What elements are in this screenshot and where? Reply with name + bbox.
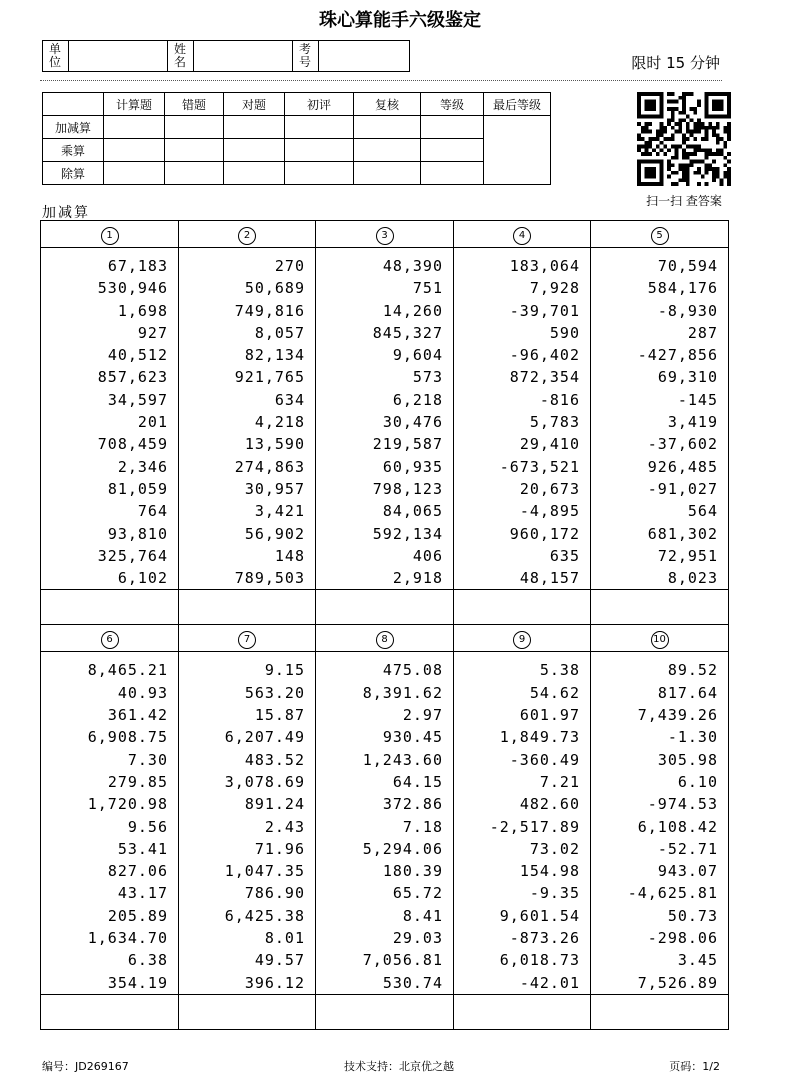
- addend: 56,902: [244, 524, 305, 543]
- addend: 1,243.60: [362, 750, 443, 769]
- problem-number: 5: [651, 227, 669, 245]
- problem-numbers-row: [41, 248, 729, 590]
- name-label: 姓 名: [168, 41, 194, 71]
- addend: -2,517.89: [489, 817, 580, 836]
- answer-cell[interactable]: [454, 590, 591, 625]
- answer-cell[interactable]: [591, 590, 729, 625]
- addend: 183,064: [509, 257, 580, 275]
- addend: 361.42: [107, 706, 168, 725]
- addend: -8,930: [657, 301, 718, 320]
- addend: 13,590: [244, 435, 305, 454]
- score-header: 等级: [421, 93, 484, 116]
- qr-caption: 扫一扫 查答案: [646, 194, 722, 208]
- addend: 7.21: [539, 772, 580, 791]
- answer-cell[interactable]: [179, 590, 316, 625]
- addend: 8,391.62: [362, 683, 443, 702]
- score-header: 复核: [354, 93, 421, 116]
- addend: 3.45: [677, 951, 718, 970]
- addend: 81,059: [107, 479, 168, 498]
- score-cell[interactable]: [354, 162, 421, 185]
- problem-number: 4: [513, 227, 531, 245]
- answer-row: [41, 590, 729, 625]
- answer-cell[interactable]: [591, 994, 729, 1029]
- document-code: 编号：JD269167: [42, 1060, 129, 1073]
- addend: -360.49: [509, 750, 580, 769]
- footer: [42, 1058, 720, 1074]
- score-row-label: 乘算: [43, 139, 104, 162]
- answer-cell[interactable]: [41, 590, 179, 625]
- problem-number: 10: [651, 631, 669, 649]
- addend: 9.56: [127, 817, 168, 836]
- addend: 7,526.89: [637, 973, 718, 992]
- addend: -1.30: [667, 728, 718, 747]
- addend: 7,928: [529, 279, 580, 298]
- score-header: 初评: [285, 93, 354, 116]
- addend: 8,023: [667, 569, 718, 588]
- time-limit: 限时 15 分钟: [631, 54, 720, 72]
- problem-header: [454, 221, 591, 248]
- addend: 5,783: [529, 413, 580, 432]
- addend: 65.72: [392, 884, 443, 903]
- addend: 274,863: [234, 457, 305, 476]
- addend: 14,260: [382, 301, 443, 320]
- addend: 5.38: [539, 661, 580, 680]
- score-header: 对题: [224, 93, 285, 116]
- addend: 287: [687, 323, 718, 342]
- score-cell[interactable]: [165, 139, 224, 162]
- addend: 5,294.06: [362, 839, 443, 858]
- problem-number: 3: [376, 227, 394, 245]
- final-level-cell[interactable]: [484, 116, 551, 185]
- addend: -673,521: [499, 457, 580, 476]
- problem-column: [591, 652, 729, 994]
- addend: 786.90: [244, 884, 305, 903]
- addend: 406: [412, 546, 443, 565]
- addend: 8,057: [254, 323, 305, 342]
- score-cell[interactable]: [224, 162, 285, 185]
- score-cell[interactable]: [165, 116, 224, 139]
- exam-no-label: 考 号: [293, 41, 319, 71]
- addend: -873.26: [509, 929, 580, 948]
- addend: 764: [137, 502, 168, 521]
- addend: 601.97: [519, 706, 580, 725]
- addend: 845,327: [372, 323, 443, 342]
- score-table: [42, 92, 551, 185]
- addend: 891.24: [244, 795, 305, 814]
- addend: 201: [137, 413, 168, 432]
- addend: 40.93: [117, 683, 168, 702]
- problem-number: 1: [101, 227, 119, 245]
- addend: 2,918: [392, 569, 443, 588]
- addend: 3,421: [254, 502, 305, 521]
- addend: 50.73: [667, 906, 718, 925]
- addend: 354.19: [107, 973, 168, 992]
- addend: 219,587: [372, 435, 443, 454]
- name-field[interactable]: [194, 41, 293, 71]
- addend: 6,218: [392, 390, 443, 409]
- score-cell[interactable]: [285, 116, 354, 139]
- addend: 6,207.49: [224, 728, 305, 747]
- problem-column: [591, 248, 729, 590]
- unit-field[interactable]: [69, 41, 168, 71]
- addend: 590: [549, 323, 580, 342]
- addend: -96,402: [509, 346, 580, 365]
- addend: 89.52: [667, 661, 718, 680]
- qr-code-icon[interactable]: [637, 92, 731, 186]
- addend: 1,698: [117, 301, 168, 320]
- addend: 681,302: [647, 524, 718, 543]
- addend: -42.01: [519, 973, 580, 992]
- addend: 798,123: [372, 479, 443, 498]
- addend: 3,078.69: [224, 772, 305, 791]
- problem-column: [316, 652, 454, 994]
- page-title: 珠心算能手六级鉴定: [319, 10, 481, 31]
- addend: -427,856: [637, 346, 718, 365]
- score-cell[interactable]: [285, 162, 354, 185]
- addend: 69,310: [657, 368, 718, 387]
- score-cell[interactable]: [165, 162, 224, 185]
- addend: 573: [412, 368, 443, 387]
- score-cell[interactable]: [421, 139, 484, 162]
- addend: 749,816: [234, 301, 305, 320]
- problem-header: [179, 625, 316, 652]
- addend: 751: [412, 279, 443, 298]
- addend: 48,157: [519, 569, 580, 588]
- addend: -37,602: [647, 435, 718, 454]
- addend: 53.41: [117, 839, 168, 858]
- addend: 279.85: [107, 772, 168, 791]
- score-cell[interactable]: [224, 139, 285, 162]
- section-title: 加减算: [42, 205, 90, 221]
- addend: 827.06: [107, 862, 168, 881]
- addend: 2.43: [264, 817, 305, 836]
- problem-column: [454, 248, 591, 590]
- addend: -52.71: [657, 839, 718, 858]
- addend: 372.86: [382, 795, 443, 814]
- addend: 29.03: [392, 929, 443, 948]
- addend: 2,346: [117, 457, 168, 476]
- addend: 73.02: [529, 839, 580, 858]
- score-row: [43, 139, 551, 162]
- problem-number: 7: [238, 631, 256, 649]
- addend: 857,623: [97, 368, 168, 387]
- addend: 180.39: [382, 862, 443, 881]
- score-cell[interactable]: [104, 162, 165, 185]
- addend: 8.01: [264, 929, 305, 948]
- addend: 43.17: [117, 884, 168, 903]
- addend: 475.08: [382, 661, 443, 680]
- addend: 2.97: [402, 706, 443, 725]
- answer-cell[interactable]: [454, 994, 591, 1029]
- addend: 789,503: [234, 569, 305, 588]
- addend: 84,065: [382, 502, 443, 521]
- addend: -4,625.81: [627, 884, 718, 903]
- addend: 70,594: [657, 257, 718, 275]
- score-header-row: [43, 93, 551, 116]
- addend: 49.57: [254, 951, 305, 970]
- answer-cell[interactable]: [179, 994, 316, 1029]
- addend: 6,018.73: [499, 951, 580, 970]
- problem-number: 6: [101, 631, 119, 649]
- addend: 270: [274, 257, 305, 275]
- addend: 1,720.98: [87, 795, 168, 814]
- addend: 72,951: [657, 546, 718, 565]
- unit-label: 单 位: [43, 41, 69, 71]
- score-cell[interactable]: [354, 139, 421, 162]
- problem-column: [179, 248, 316, 590]
- score-row-label: 加减算: [43, 116, 104, 139]
- addend: 48,390: [382, 257, 443, 275]
- problem-number: 8: [376, 631, 394, 649]
- addend: -91,027: [647, 479, 718, 498]
- answer-cell[interactable]: [41, 994, 179, 1029]
- addend: 29,410: [519, 435, 580, 454]
- addend: 482.60: [519, 795, 580, 814]
- score-cell[interactable]: [354, 116, 421, 139]
- addend: 34,597: [107, 390, 168, 409]
- problem-header: [591, 625, 729, 652]
- addend: 6,425.38: [224, 906, 305, 925]
- addend: 708,459: [97, 435, 168, 454]
- addend: 1,047.35: [224, 862, 305, 881]
- addend: -816: [539, 390, 580, 409]
- addend: 60,935: [382, 457, 443, 476]
- tech-support: 技术支持：北京优之越: [344, 1060, 454, 1073]
- addend: 7,056.81: [362, 951, 443, 970]
- addend: 9,604: [392, 346, 443, 365]
- addend: 20,673: [519, 479, 580, 498]
- addend: 592,134: [372, 524, 443, 543]
- addend: 93,810: [107, 524, 168, 543]
- problem-numbers-row: [41, 652, 729, 994]
- addend: 50,689: [244, 279, 305, 298]
- addend: 930.45: [382, 728, 443, 747]
- score-cell[interactable]: [224, 116, 285, 139]
- addend: 4,218: [254, 413, 305, 432]
- problem-number: 9: [513, 631, 531, 649]
- addend: 30,476: [382, 413, 443, 432]
- problem-column: [179, 652, 316, 994]
- addend: 927: [137, 323, 168, 342]
- problem-number: 2: [238, 227, 256, 245]
- addend: 563.20: [244, 683, 305, 702]
- score-header: 最后等级: [484, 93, 551, 116]
- candidate-info-row: [42, 40, 410, 72]
- addend: 943.07: [657, 862, 718, 881]
- addend: 6,108.42: [637, 817, 718, 836]
- score-row-label: 除算: [43, 162, 104, 185]
- addend: 7,439.26: [637, 706, 718, 725]
- addend: 6.38: [127, 951, 168, 970]
- addend: -145: [677, 390, 718, 409]
- addend: 9.15: [264, 661, 305, 680]
- addend: 483.52: [244, 750, 305, 769]
- addend: 9,601.54: [499, 906, 580, 925]
- score-cell[interactable]: [285, 139, 354, 162]
- problem-header: [454, 625, 591, 652]
- addend: 635: [549, 546, 580, 565]
- score-row: [43, 116, 551, 139]
- addend: 205.89: [107, 906, 168, 925]
- addend: 1,634.70: [87, 929, 168, 948]
- addend: 82,134: [244, 346, 305, 365]
- problem-header: [316, 221, 454, 248]
- addend: 325,764: [97, 546, 168, 565]
- dotted-divider: [40, 80, 722, 81]
- addend: 154.98: [519, 862, 580, 881]
- addend: 67,183: [107, 257, 168, 275]
- addend: 564: [687, 502, 718, 521]
- problem-column: [41, 652, 179, 994]
- addend: 71.96: [254, 839, 305, 858]
- answer-row: [41, 994, 729, 1029]
- addend: 926,485: [647, 457, 718, 476]
- score-cell[interactable]: [104, 116, 165, 139]
- problem-header: [179, 221, 316, 248]
- addend: 921,765: [234, 368, 305, 387]
- problem-header: [41, 221, 179, 248]
- score-cell[interactable]: [421, 162, 484, 185]
- addend: 530.74: [382, 973, 443, 992]
- addend: -4,895: [519, 502, 580, 521]
- score-cell[interactable]: [421, 116, 484, 139]
- score-header: 计算题: [104, 93, 165, 116]
- addend: 584,176: [647, 279, 718, 298]
- addend: 54.62: [529, 683, 580, 702]
- addend: 960,172: [509, 524, 580, 543]
- addend: 6,908.75: [87, 728, 168, 747]
- problem-column: [454, 652, 591, 994]
- addend: 530,946: [97, 279, 168, 298]
- problem-header: [41, 625, 179, 652]
- score-row: [43, 162, 551, 185]
- addend: 40,512: [107, 346, 168, 365]
- page-number: 页码：1/2: [669, 1060, 720, 1073]
- addend: 7.18: [402, 817, 443, 836]
- addend: 64.15: [392, 772, 443, 791]
- addend: 15.87: [254, 706, 305, 725]
- addend: 817.64: [657, 683, 718, 702]
- addend: 30,957: [244, 479, 305, 498]
- addend: 7.30: [127, 750, 168, 769]
- problem-column: [316, 248, 454, 590]
- score-cell[interactable]: [104, 139, 165, 162]
- addend: 148: [274, 546, 305, 565]
- addend: 3,419: [667, 413, 718, 432]
- addend: 1,849.73: [499, 728, 580, 747]
- addend: 305.98: [657, 750, 718, 769]
- problem-header-row: [41, 625, 729, 652]
- addend: -298.06: [647, 929, 718, 948]
- addend: -39,701: [509, 301, 580, 320]
- answer-cell[interactable]: [316, 994, 454, 1029]
- addend: 634: [274, 390, 305, 409]
- addend: 872,354: [509, 368, 580, 387]
- score-header: [43, 93, 104, 116]
- addend: 6,102: [117, 569, 168, 588]
- addend: 6.10: [677, 772, 718, 791]
- addend: 396.12: [244, 973, 305, 992]
- problem-header-row: [41, 221, 729, 248]
- answer-cell[interactable]: [316, 590, 454, 625]
- problem-grid: [40, 220, 729, 1030]
- problem-header: [591, 221, 729, 248]
- problem-column: [41, 248, 179, 590]
- addend: -974.53: [647, 795, 718, 814]
- addend: -9.35: [529, 884, 580, 903]
- problem-header: [316, 625, 454, 652]
- exam-no-field[interactable]: [319, 41, 409, 71]
- addend: 8.41: [402, 906, 443, 925]
- addend: 8,465.21: [87, 661, 168, 680]
- score-header: 错题: [165, 93, 224, 116]
